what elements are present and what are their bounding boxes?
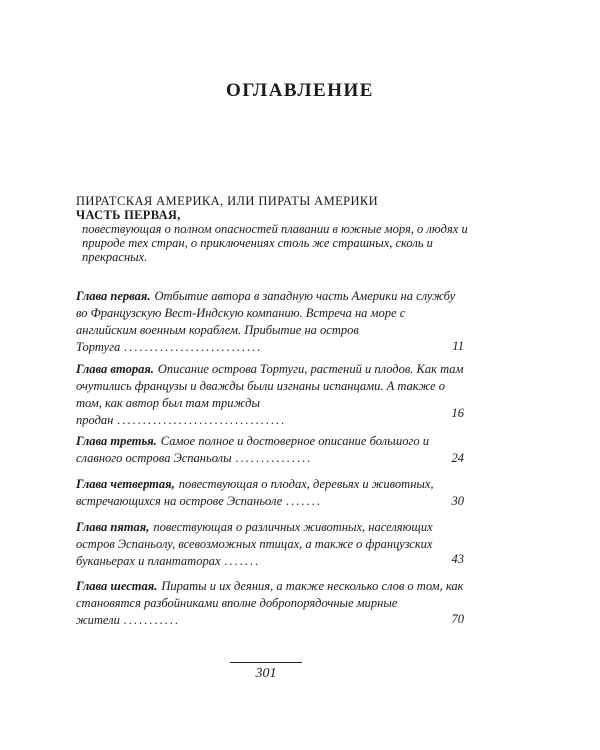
chapter-summary: Отбытие автора в западную часть Америки на службу во Французскую Вест-Индскую компанию. Встреча на море с английским военным кораблем. Прибытие на остров Тортуга bbox=[76, 289, 456, 354]
dot-leader: ....... bbox=[224, 554, 261, 568]
chapter-heading: Глава пятая, bbox=[76, 520, 150, 534]
chapter-summary: Самое полное и достоверное описание большого и славного острова Эспаньолы bbox=[76, 434, 429, 465]
toc-page-number-chapter-1[interactable]: 11 bbox=[452, 339, 464, 353]
chapter-summary: повествующая о плодах, деревьях и животных, встречающихся на острове Эспаньоле bbox=[76, 477, 434, 508]
page-title: ОГЛАВЛЕНИЕ bbox=[226, 80, 374, 101]
toc-entry-chapter-3[interactable] bbox=[76, 433, 466, 467]
dot-leader: ....... bbox=[286, 494, 323, 508]
part-description: повествующая о полном опасностей плавании в южные моря, о людях и природе тех стран, о приключениях столь же страшных, сколь и прекрасных. bbox=[82, 222, 468, 264]
toc-entry-chapter-5[interactable] bbox=[76, 519, 466, 570]
chapter-heading: Глава шестая. bbox=[76, 579, 158, 593]
toc-page-number-chapter-2[interactable]: 16 bbox=[451, 406, 464, 420]
chapter-summary: Описание острова Тортуги, растений и плодов. Как там очутились французы и дважды были изгнаны испанцами. А также о том, как автор был там трижды продан bbox=[76, 362, 464, 427]
part-intro bbox=[76, 194, 486, 264]
footer-rule bbox=[230, 662, 302, 663]
dot-leader: ........... bbox=[123, 613, 181, 627]
toc-entry-chapter-4[interactable] bbox=[76, 476, 466, 510]
chapter-heading: Глава третья. bbox=[76, 434, 157, 448]
chapter-heading: Глава вторая. bbox=[76, 362, 154, 376]
chapter-summary: повествующая о различных животных, населяющих остров Эспаньолу, всевозможных птицах, а также о французских буканьерах и плантаторах bbox=[76, 520, 433, 568]
toc-page-number-chapter-5[interactable]: 43 bbox=[451, 552, 464, 566]
toc-entry-chapter-6[interactable] bbox=[76, 578, 466, 629]
toc-page-number-chapter-4[interactable]: 30 bbox=[451, 494, 464, 508]
toc-page-number-chapter-3[interactable]: 24 bbox=[451, 451, 464, 465]
chapter-summary: Пираты и их деяния, а также несколько слов о том, как становятся разбойниками вполне добропорядочные мирные жители bbox=[76, 579, 464, 627]
toc-page-number-chapter-6[interactable]: 70 bbox=[451, 612, 464, 626]
toc-entry-chapter-1[interactable] bbox=[76, 288, 466, 356]
part-label: ЧАСТЬ ПЕРВАЯ, bbox=[76, 208, 181, 222]
page-number-folio: 301 bbox=[255, 666, 277, 681]
toc-entry-chapter-2[interactable] bbox=[76, 361, 466, 429]
book-title: ПИРАТСКАЯ АМЕРИКА, ИЛИ ПИРАТЫ АМЕРИКИ bbox=[76, 194, 379, 208]
dot-leader: ........................... bbox=[124, 340, 263, 354]
chapter-heading: Глава первая. bbox=[76, 289, 151, 303]
chapter-heading: Глава четвертая, bbox=[76, 477, 175, 491]
dot-leader: ................................. bbox=[117, 413, 287, 427]
dot-leader: ............... bbox=[235, 451, 313, 465]
